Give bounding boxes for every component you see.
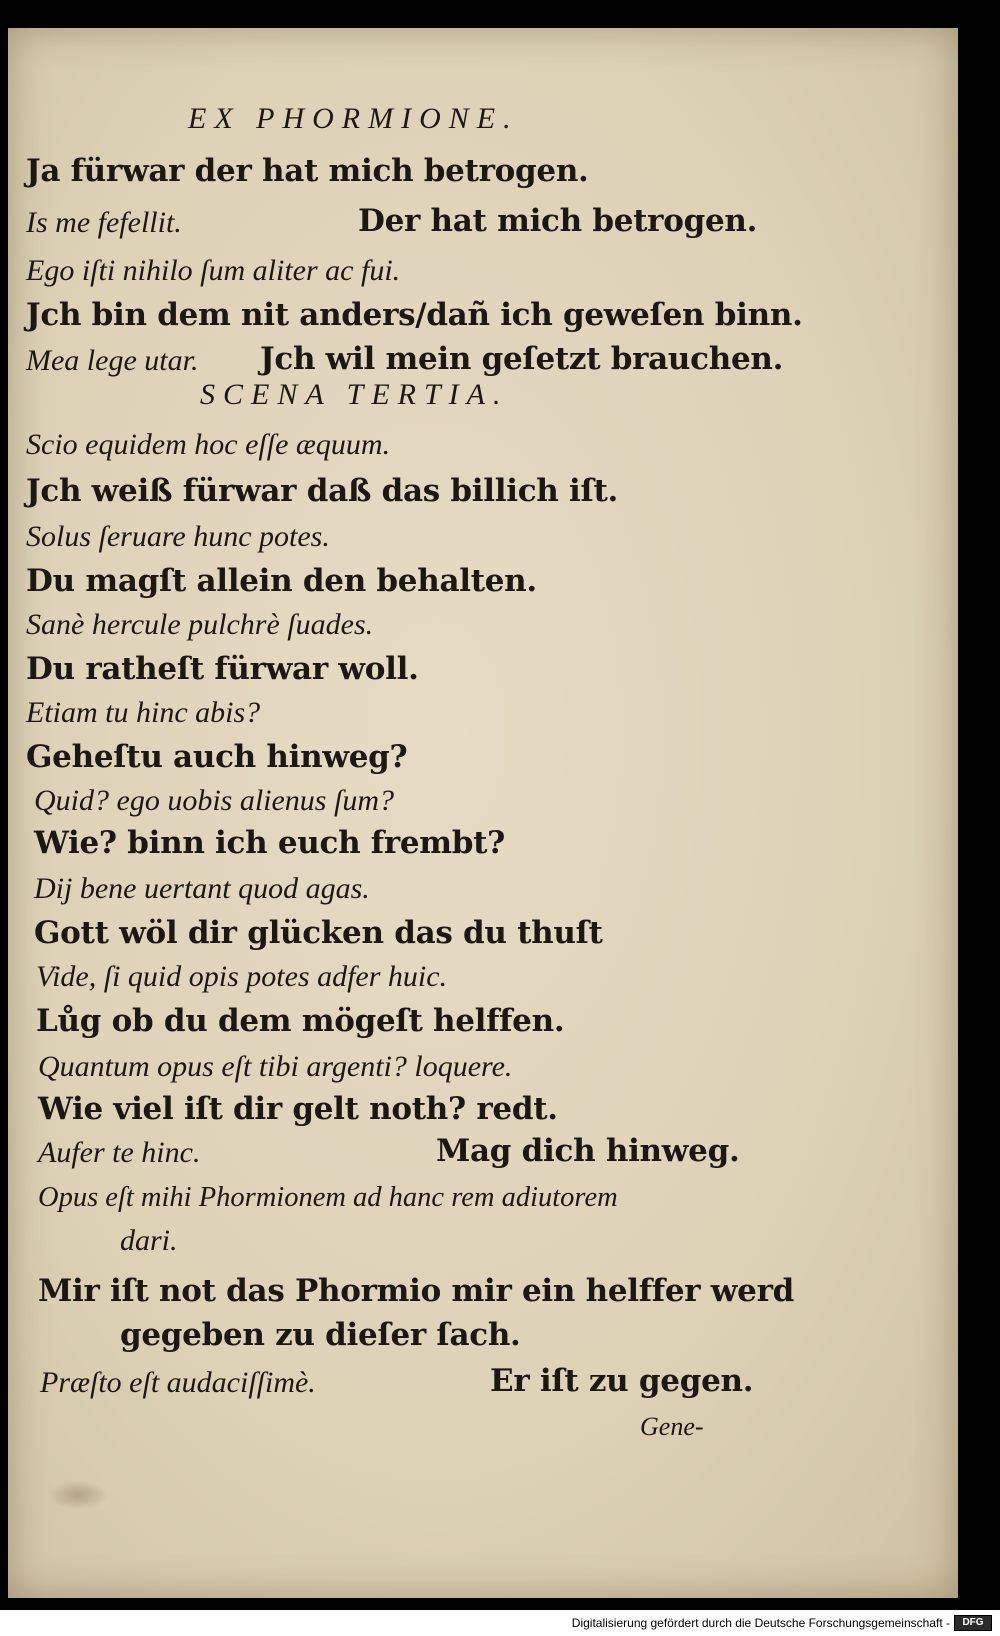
text-line: Aufer te hinc.: [38, 1136, 201, 1169]
text-line: Der hat mich betrogen.: [358, 203, 758, 239]
text-line: Etiam tu hinc abis?: [26, 696, 261, 729]
text-line: Is me fefellit.: [26, 206, 182, 239]
footer-credit: Digitalisierung gefördert durch die Deutsche Forschungsgemeinschaft -: [571, 1616, 950, 1630]
text-line: Er iſt zu gegen.: [490, 1363, 754, 1399]
text-line: Sanè hercule pulchrè ſuades.: [26, 608, 374, 641]
text-line: Præſto eſt audaciſſimè.: [40, 1366, 316, 1399]
text-line: Gott wöl dir glücken das du thuſt: [34, 915, 603, 951]
text-line: Jch weiß fürwar daß das billich iſt.: [26, 473, 619, 509]
catchword: Gene-: [640, 1412, 704, 1441]
text-line: Solus ſeruare hunc potes.: [26, 520, 330, 553]
text-line: Vide, ſi quid opis potes adfer huic.: [36, 960, 448, 993]
text-line: Ego iſti nihilo ſum aliter ac fui.: [26, 254, 401, 287]
text-line: Geheſtu auch hinweg?: [26, 739, 408, 775]
running-header: EX PHORMIONE.: [188, 102, 519, 135]
text-line: Mir iſt not das Phormio mir ein helffer werd: [38, 1273, 794, 1309]
text-line: Jch wil mein geſetzt brauchen.: [260, 341, 784, 377]
text-line: Scio equidem hoc eſſe æquum.: [26, 428, 391, 461]
text-line: Wie viel iſt dir gelt noth? redt.: [38, 1091, 558, 1127]
text-line: Quantum opus eſt tibi argenti? loquere.: [38, 1050, 513, 1083]
text-line: Quid? ego uobis alienus ſum?: [34, 784, 394, 817]
text-line: Wie? binn ich euch frembt?: [34, 825, 506, 861]
text-line: Mea lege utar.: [26, 344, 199, 377]
text-line: Jch bin dem nit anders/dañ ich geweſen binn.: [26, 297, 803, 333]
text-line: Mag dich hinweg.: [436, 1133, 740, 1169]
digitization-footer: [0, 1610, 1000, 1636]
page-smudge: [48, 1480, 108, 1510]
text-line: Dij bene uertant quod agas.: [34, 872, 370, 905]
scene-heading: SCENA TERTIA.: [200, 378, 509, 411]
text-line: Lůg ob du dem mögeſt helffen.: [36, 1003, 565, 1039]
text-line: gegeben zu dieſer ſach.: [120, 1317, 521, 1353]
text-line: Du ratheſt fürwar woll.: [26, 651, 419, 687]
dfg-logo: DFG: [954, 1615, 992, 1631]
text-line: dari.: [120, 1224, 178, 1257]
text-line: Ja fürwar der hat mich betrogen.: [26, 153, 589, 189]
text-line: Du magſt allein den behalten.: [26, 563, 537, 599]
book-page: [8, 28, 958, 1598]
text-line: Opus eſt mihi Phormionem ad hanc rem adiutorem: [38, 1182, 618, 1213]
